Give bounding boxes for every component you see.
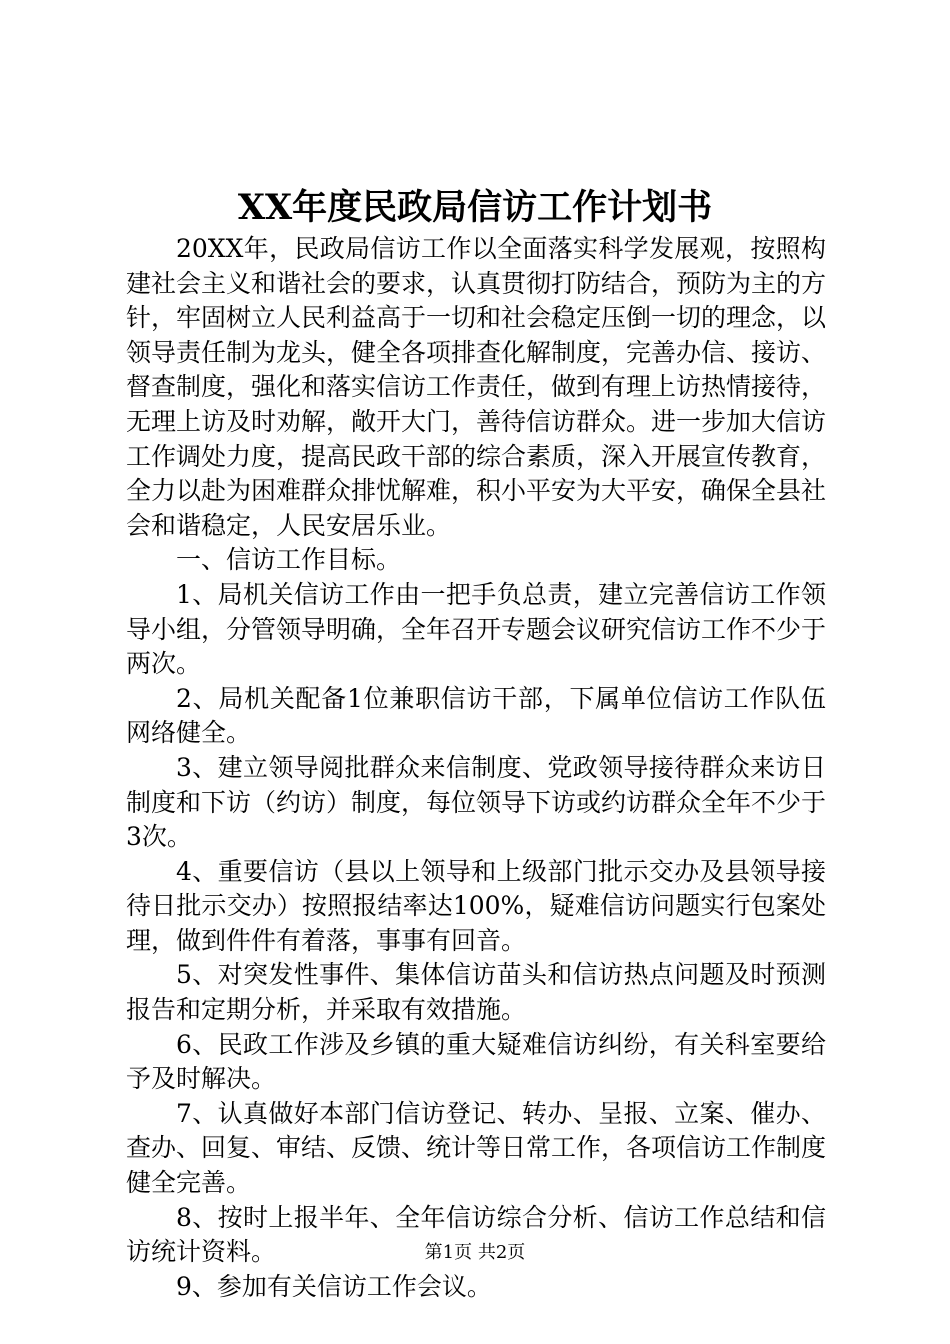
list-item: 7、认真做好本部门信访登记、转办、呈报、立案、催办、查办、回复、审结、反馈、统计等日常工作，各项信访工作制度健全完善。 <box>126 1098 827 1198</box>
list-item: 8、按时上报半年、全年信访综合分析、信访工作总结和信访统计资料。 <box>126 1202 826 1267</box>
list-item: 2、局机关配备1位兼职信访干部，下属单位信访工作队伍网络健全。 <box>126 683 826 748</box>
section-heading: 一、信访工作目标。 <box>176 545 402 575</box>
list-item: 5、对突发性事件、集体信访苗头和信访热点问题及时预测报告和定期分析，并采取有效措施。 <box>126 960 826 1025</box>
list-item: 9、参加有关信访工作会议。 <box>176 1271 492 1301</box>
list-item: 3、建立领导阅批群众来信制度、党政领导接待群众来访日制度和下访（约访）制度，每位领导下访或约访群众全年不少于3次。 <box>126 752 827 852</box>
intro-paragraph: 20XX年，民政局信访工作以全面落实科学发展观，按照构建社会主义和谐社会的要求，认真贯彻打防结合，预防为主的方针，牢固树立人民利益高于一切和社会稳定压倒一切的理念，以领导责任制为龙头，健全各项排查化解制度，完善办信、接访、督查制度，强化和落实信访工作责任，做到有理上访热情接待，无理上访及时劝解，敞开大门，善待信访群众。进一步加大信访工作调处力度，提高民政干部的综合素质，深入开展宣传教育，全力以赴为困难群众排忧解难，积小平安为大平安，确保全县社会和谐稳定，人民安居乐业。 <box>126 234 827 540</box>
list-item: 4、重要信访（县以上领导和上级部门批示交办及县领导接待日批示交办）按照报结率达100%，疑难信访问题实行包案处理，做到件件有着落，事事有回音。 <box>126 856 826 955</box>
document-body <box>126 232 826 1304</box>
document-title: XX年度民政局信访工作计划书 <box>237 187 713 228</box>
page-footer: 第1页 共2页 <box>424 1242 526 1263</box>
list-item: 6、民政工作涉及乡镇的重大疑难信访纠纷，有关科室要给予及时解决。 <box>126 1029 826 1094</box>
list-item: 1、局机关信访工作由一把手负总责，建立完善信访工作领导小组，分管领导明确，全年召开专题会议研究信访工作不少于两次。 <box>126 579 827 679</box>
